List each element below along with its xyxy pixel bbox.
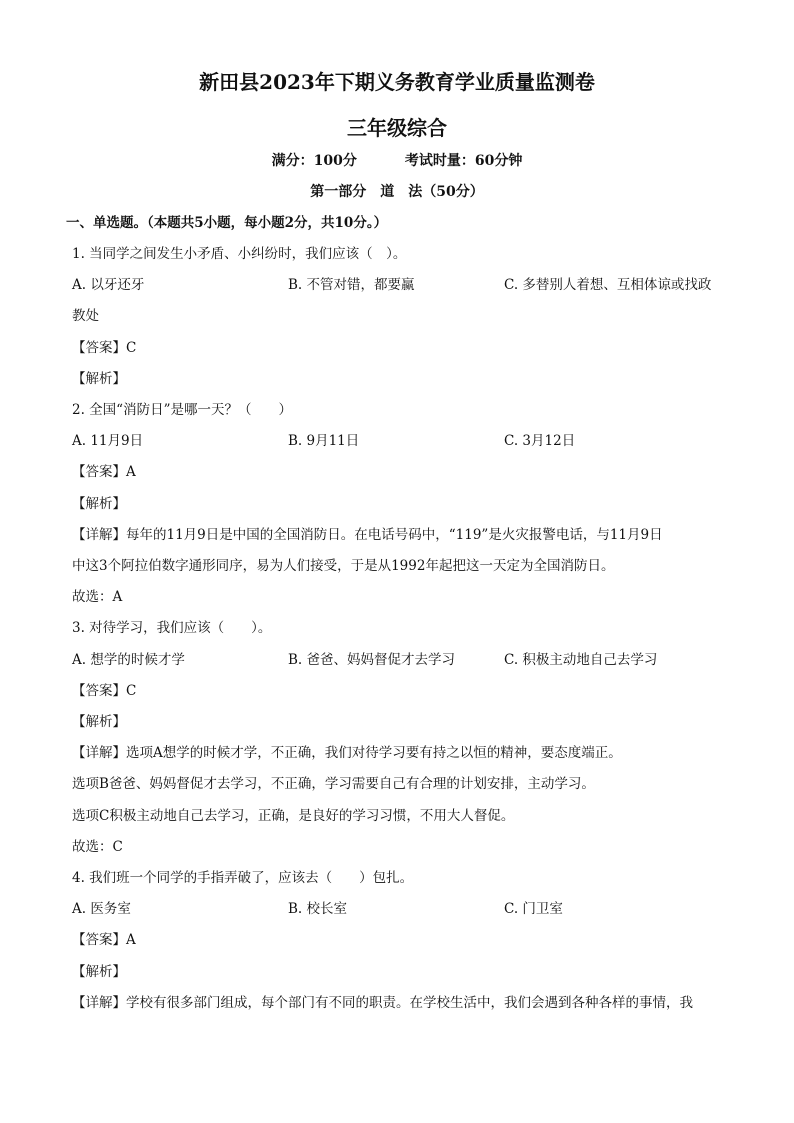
section-heading: 一、单选题。（本题共5小题，每小题2分，共10分。）	[66, 215, 388, 231]
question-2-option-c: C. 3月12日	[504, 433, 576, 449]
question-3-detail-line-2: 选项B爸爸、妈妈督促才去学习，不正确，学习需要自己有合理的计划安排，主动学习。	[72, 776, 595, 792]
question-4-option-b: B. 校长室	[288, 901, 348, 917]
question-1-option-c: C. 多替别人着想、互相体谅或找政	[504, 277, 712, 293]
exam-time: 考试时量：60分钟	[404, 153, 523, 169]
question-3-analysis: 【解析】	[72, 714, 126, 730]
part-heading: 第一部分 道 法（50分）	[310, 184, 484, 200]
question-2-option-b: B. 9月11日	[288, 433, 360, 449]
question-2-choose: 故选：A	[72, 589, 123, 605]
question-2-answer: 【答案】A	[72, 464, 136, 480]
question-3-choose: 故选：C	[72, 839, 123, 855]
question-2-detail-line-2: 中这3个阿拉伯数字通形同序，易为人们接受，于是从1992年起把这一天定为全国消防日。	[72, 558, 615, 574]
question-3-stem: 3. 对待学习，我们应该（ ）。	[72, 620, 272, 636]
question-4-option-a: A. 医务室	[72, 901, 131, 917]
question-1-option-a: A. 以牙还牙	[72, 277, 145, 293]
question-2-analysis: 【解析】	[72, 496, 126, 512]
exam-subtitle: 三年级综合	[347, 116, 447, 140]
question-3-detail-line-3: 选项C积极主动地自己去学习，正确，是良好的学习习惯，不用大人督促。	[72, 808, 515, 824]
question-2-stem: 2. 全国“消防日”是哪一天？（ ）	[72, 402, 292, 418]
question-3-option-b: B. 爸爸、妈妈督促才去学习	[288, 652, 456, 668]
question-4-stem: 4. 我们班一个同学的手指弄破了，应该去（ ）包扎。	[72, 870, 414, 886]
question-1-answer: 【答案】C	[72, 340, 137, 356]
question-4-answer: 【答案】A	[72, 932, 136, 948]
full-score: 满分：100分	[271, 153, 357, 169]
question-4-option-c: C. 门卫室	[504, 901, 563, 917]
question-4-detail-line-1: 【详解】学校有很多部门组成，每个部门有不同的职责。在学校生活中，我们会遇到各种各样的事情，我	[72, 995, 693, 1011]
question-3-option-c: C. 积极主动地自己去学习	[504, 652, 658, 668]
question-2-detail-line-1: 【详解】每年的11月9日是中国的全国消防日。在电话号码中，“119”是火灾报警电话，与11月9日	[72, 527, 663, 543]
question-3-detail-line-1: 【详解】选项A想学的时候才学，不正确，我们对待学习要有持之以恒的精神，要态度端正。	[72, 745, 622, 761]
exam-title: 新田县2023年下期义务教育学业质量监测卷	[199, 70, 595, 94]
question-3-answer: 【答案】C	[72, 683, 137, 699]
question-1-stem: 1. 当同学之间发生小矛盾、小纠纷时，我们应该（ ）。	[72, 246, 407, 262]
question-1-option-b: B. 不管对错，都要赢	[288, 277, 415, 293]
exam-meta	[0, 150, 794, 170]
question-3-option-a: A. 想学的时候才学	[72, 652, 185, 668]
question-1-option-c-continued: 教处	[72, 308, 99, 324]
question-4-analysis: 【解析】	[72, 964, 126, 980]
question-2-option-a: A. 11月9日	[72, 433, 144, 449]
question-1-analysis: 【解析】	[72, 371, 126, 387]
